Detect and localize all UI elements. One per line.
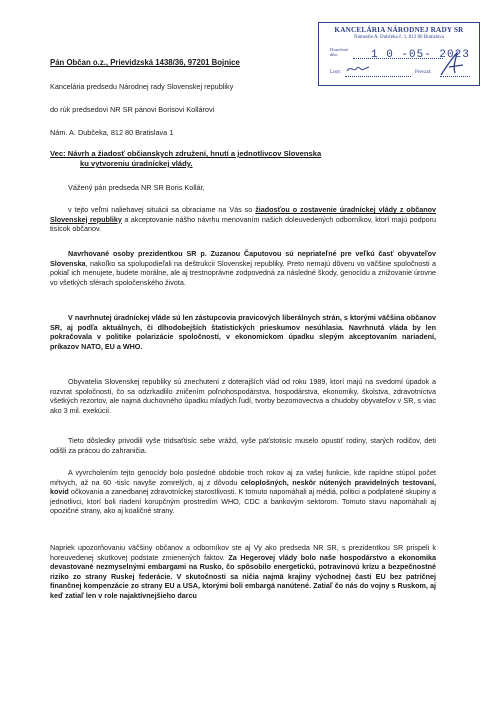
recipient-line-1: Kancelária predsedu Národnej rady Slovenskej republiky (50, 82, 234, 91)
p2-text-a: Navrhované osoby prezidentkou SR p. Zuzanou Čaputovou sú nepriateľné pre veľkú časť obyvateľov Slovenska (50, 249, 436, 268)
recipient-line-3: Nám. A. Dubčeka, 812 80 Bratislava 1 (50, 128, 174, 137)
stamp-address: Námestie A. Dubčeka č. 1, 812 80 Bratislava (354, 35, 444, 40)
p7-text-a: Napriek upozorňovaniu väčšiny občanov a odborníkov ste aj Vy ako predseda NR SR, s prezidentkou SR prispeli k horeuvedenej skutkovej podstate zmienených faktov. (50, 543, 436, 562)
stamp-date-label: Doručené dňa: (330, 47, 348, 57)
paragraph-request (50, 205, 436, 234)
salutation: Vážený pán predseda NR SR Boris Kollár, (68, 183, 205, 192)
p1-text-c: a akceptovanie nášho návrhu menovaním našich doleuvedených odborníkov, ktorí majú podporu tisícok občanov. (50, 214, 436, 234)
subject-line-1: Vec: Návrh a žiadosť občianskych združení, hnutí a jednotlivcov Slovenska (50, 149, 322, 158)
p1-text-b: žiadosťou o zostavenie úradníckej vlády z občanov Slovenskej republiky (50, 205, 436, 224)
subject-line-2: ku vytvoreniu úradníckej vlády. (80, 159, 193, 168)
p6-text-b: celoplošných, neskôr nútených pravidelných testovaní, kovid (50, 477, 436, 497)
stamp-org: KANCELÁRIA NÁRODNEJ RADY SR (334, 26, 464, 34)
paragraph-embargo (50, 543, 436, 601)
stamp-date: 1 0 -05- 2023 (371, 49, 470, 61)
paragraph-genocide (50, 468, 436, 516)
p6-text-c: očkovania a zanedbanej zdravotníckej starostlivosti. K tomuto napomáhali aj médiá, politici a podplatené skupiny a jednotlivci, ktorí boli riadení korupčným prostredím WHO, CDC a bankovým sektorom. Tomuto stavu napomáhali aj opozičné strany, ako aj koaličné strany. (50, 487, 436, 516)
stamp-listy-label: Listy: (330, 70, 342, 75)
recipient-line-2: do rúk predsedovi NR SR pánovi Borisovi Kollárovi (50, 105, 215, 114)
registry-stamp (318, 22, 480, 86)
p7-text-b: Za Hegerovej vlády bolo naše hospodárstvo a ekonomika devastované nezmyselnými embargami na Rusko, čo spôsobilo energetickú, potravinovú krízu a bezpečnostné riziko zo strany Ruskej federácie. V skutočnosti sa ničia najmä krajiny východnej časti EU bez patričnej finančnej kompenzácie zo strany EU a USA, ktorými boli embargá nanútené. Zatiaľ čo nás do vojny s Ruskom, aj keď zatiaľ len v role najaktívnejšieho darcu (50, 552, 436, 600)
p2-text-b: , nakoľko sa spolupodieľali na deštrukcii Slovenskej republiky. Preto nemajú dôveru vo väčšine spoločnosti a pokiaľ ich menujete, budete morálne, ale aj trestnoprávne zodpovedná za následné škody, genocídu a znižovanie úrovne vo všetkých sférach spoločenského života. (50, 258, 436, 287)
paragraph-nominees (50, 249, 436, 287)
sender-line: Pán Občan o.z., Prievidzská 1438/36, 97201 Bojnice (50, 58, 240, 67)
paragraph-previous-governments: Obyvatelia Slovenskej republiky sú znechutení z doterajších vlád od roku 1989, ktorí majú na svedomí úpadok a rozvrat spoločnosti, čo sa odzrkadlilo zničením poľnohospodárstva, hospodárstva, ekonomiky, školstva, zdravotníctva všetkých rezortov, ale najmä duchovného úpadku mladých ľudí, tvorby bezomovectva a chudoby obyvateľov v SR, s viac ako 3 mil. exekúcií. (50, 377, 436, 415)
paragraph-proposed-government: V navrhnutej úradníckej vláde sú len zástupcovia pravicových liberálnych strán, s ktorými väčšina občanov SR, aj podľa aktuálnych, či dlhodobejších štatistických prieskumov nesúhlasia. Navrhnutá vláda by len pokračovala v politike polarizácie spoločností, v ekonomickom úpadku slepým akceptovaním nariadení, príkazov NATO, EU a WHO. (50, 313, 436, 351)
p6-text-a: A vyvrcholením tejto genocídy bolo posledné obdobie troch rokov aj za vašej funkcie, kde rapídne stúpol počet mŕtvych, až na 60 -tisíc navyše zomrelých, aj z dôvodu (50, 468, 436, 487)
stamp-date-line (353, 58, 443, 59)
stamp-prevzal-label: Prevzal: (415, 70, 432, 75)
paragraph-consequences: Tieto dôsledky privodili vyše tridsaťtisíc sebe vrážd, vyše päťstotisíc muselo opustiť rodiny, starých rodičov, deti odišli za prácou do zahraničia. (50, 436, 436, 455)
handwritten-signature-icon (437, 51, 469, 79)
p1-text-a: v tejto veľmi naliehavej situácii sa obraciame na Vás so (68, 205, 256, 214)
stamp-listy-line (345, 76, 411, 77)
handwritten-sheets-mark-icon (345, 63, 379, 75)
